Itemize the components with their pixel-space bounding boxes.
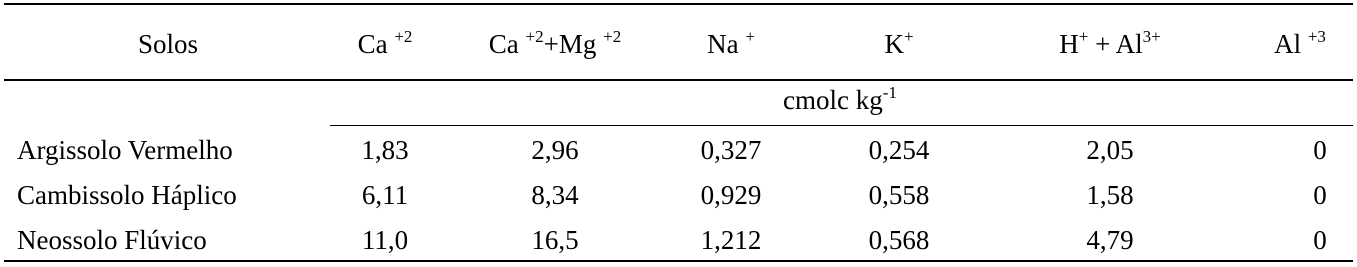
bottom-rule [4, 260, 1353, 262]
cell-ca-mg: 8,34 [531, 180, 579, 210]
top-rule [4, 3, 1353, 5]
cell-ca: 6,11 [361, 180, 409, 210]
header-na: Na + [707, 27, 755, 59]
cell-k: 0,568 [868, 225, 930, 255]
cell-al: 0 [1313, 225, 1327, 255]
cell-k: 0,254 [868, 135, 930, 165]
cell-ca-mg: 16,5 [531, 225, 579, 255]
cell-al: 0 [1313, 135, 1327, 165]
header-ca-mg: Ca $^{+2}$+Mg $^{+2}$ [488, 27, 622, 59]
cell-na: 0,929 [700, 180, 762, 210]
row-solo: Cambissolo Háplico [17, 180, 237, 210]
cell-ca: 11,0 [361, 225, 409, 255]
unit-label: cmolc $kg^{-1}$ [783, 83, 897, 115]
row-solo: Argissolo Vermelho [17, 135, 233, 165]
row-solo: Neossolo Flúvico [17, 225, 207, 255]
cell-na: 0,327 [700, 135, 762, 165]
header-ca: Ca $^{+2}$ [357, 27, 413, 59]
cell-h-al: 1,58 [1086, 180, 1134, 210]
cell-k: 0,558 [868, 180, 930, 210]
header-k: K+ [884, 27, 914, 59]
cell-h-al: 2,05 [1086, 135, 1134, 165]
header-al: Al $^{+3}$ [1274, 27, 1326, 59]
unit-rule [330, 125, 1353, 126]
header-solos: Solos [137, 29, 199, 59]
cell-ca: 1,83 [361, 135, 409, 165]
cell-na: 1,212 [700, 225, 762, 255]
header-rule [4, 79, 1353, 81]
cell-ca-mg: 2,96 [531, 135, 579, 165]
header-h-al: $H^+ + Al^{3+}$ [1059, 27, 1161, 59]
cell-h-al: 4,79 [1086, 225, 1134, 255]
cell-al: 0 [1313, 180, 1327, 210]
